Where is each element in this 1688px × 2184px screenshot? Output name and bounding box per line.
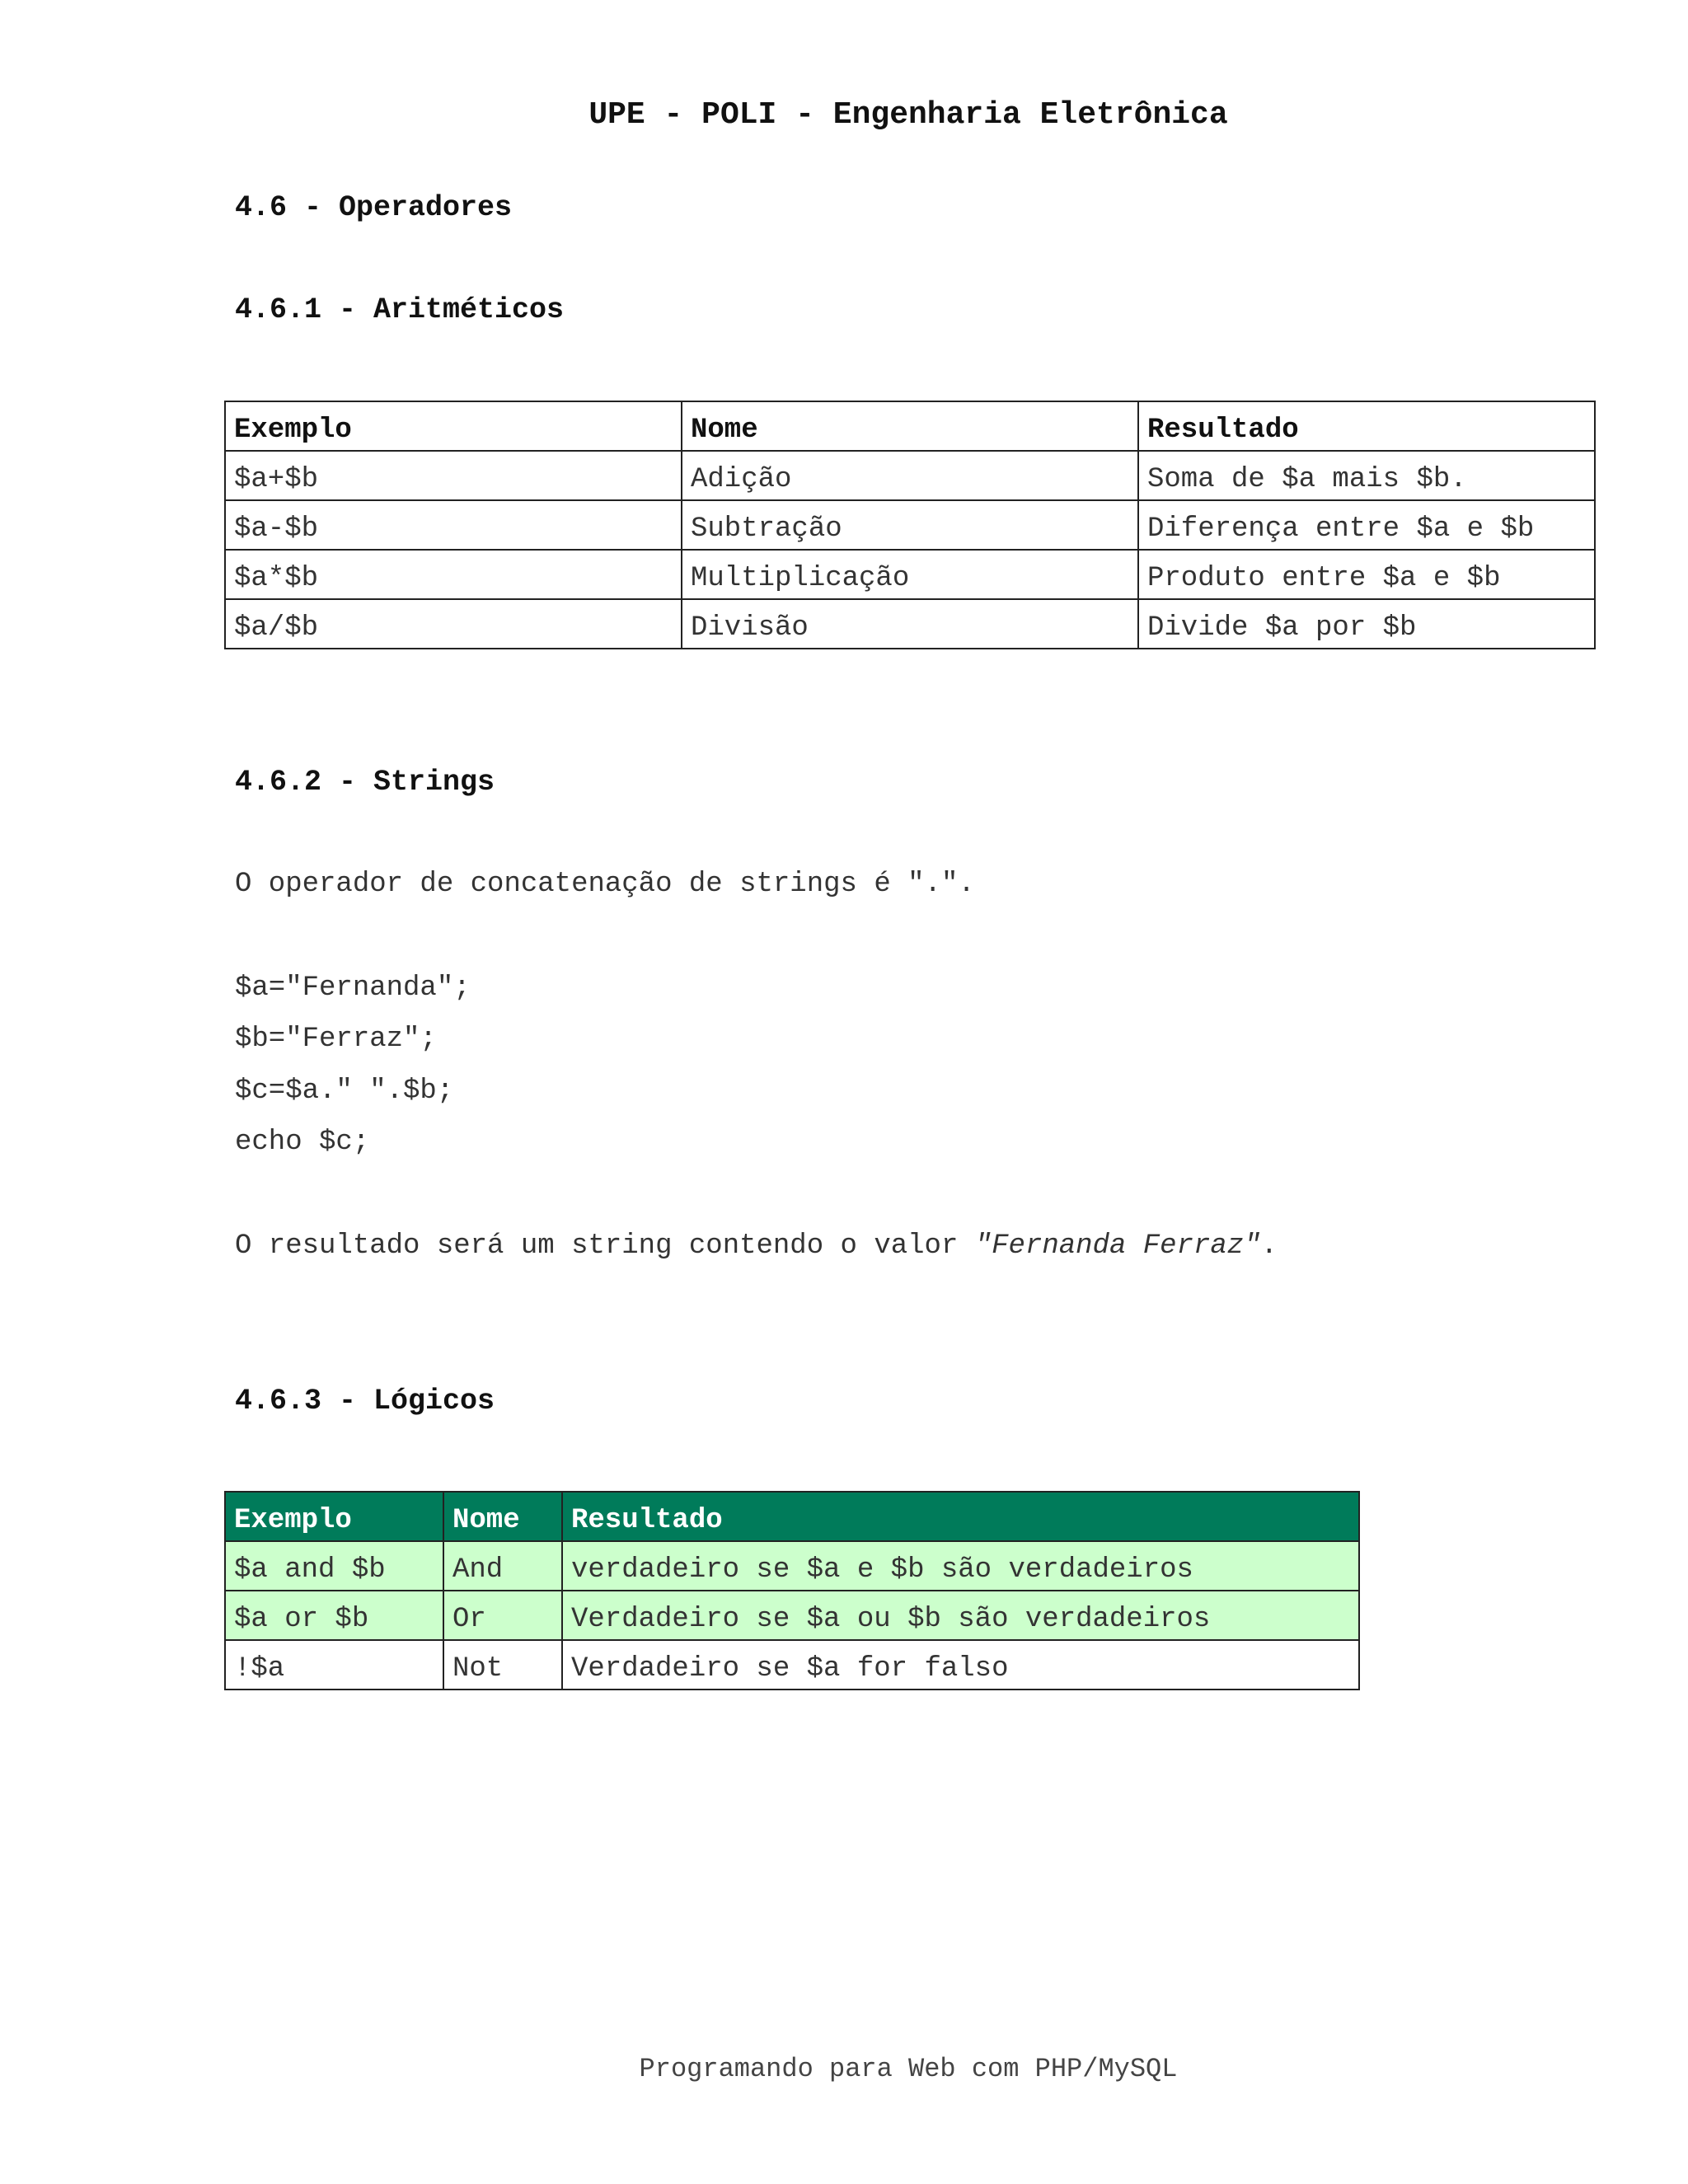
table-cell: $a*$b	[225, 550, 682, 599]
column-header-example: Exemplo	[225, 1492, 443, 1541]
table-cell: Or	[443, 1591, 562, 1640]
table-cell: And	[443, 1541, 562, 1591]
section-heading-logical: 4.6.3 - Lógicos	[235, 1385, 495, 1418]
logical-operators-table	[224, 1491, 1360, 1690]
table-cell: Divisão	[682, 599, 1138, 649]
table-cell: $a and $b	[225, 1541, 443, 1591]
result-prefix: O resultado será um string contendo o valor	[235, 1230, 975, 1262]
result-suffix: .	[1260, 1230, 1278, 1262]
page-footer: Programando para Web com PHP/MySQL	[639, 2054, 1178, 2084]
table-cell: $a/$b	[225, 599, 682, 649]
strings-result-text	[235, 1230, 1278, 1262]
column-header-example: Exemplo	[225, 401, 682, 451]
arithmetic-operators-table	[224, 401, 1596, 649]
table-row	[225, 451, 1595, 500]
section-heading-operators: 4.6 - Operadores	[235, 191, 513, 224]
column-header-name: Nome	[682, 401, 1138, 451]
table-cell: Verdadeiro se $a ou $b são verdadeiros	[562, 1591, 1359, 1640]
table-row	[225, 1541, 1359, 1591]
column-header-name: Nome	[443, 1492, 562, 1541]
column-header-result: Resultado	[1138, 401, 1595, 451]
table-cell: verdadeiro se $a e $b são verdadeiros	[562, 1541, 1359, 1591]
table-cell: $a or $b	[225, 1591, 443, 1640]
table-cell: !$a	[225, 1640, 443, 1690]
table-row	[225, 1640, 1359, 1690]
column-header-result: Resultado	[562, 1492, 1359, 1541]
table-cell: $a+$b	[225, 451, 682, 500]
code-line: $a="Fernanda";	[235, 972, 471, 1004]
table-cell: Multiplicação	[682, 550, 1138, 599]
section-heading-strings: 4.6.2 - Strings	[235, 766, 495, 799]
strings-intro-text: O operador de concatenação de strings é ".".	[235, 869, 975, 900]
table-cell: Produto entre $a e $b	[1138, 550, 1595, 599]
table-cell: Not	[443, 1640, 562, 1690]
table-cell: Subtração	[682, 500, 1138, 550]
code-line: $c=$a." ".$b;	[235, 1076, 454, 1107]
table-cell: Soma de $a mais $b.	[1138, 451, 1595, 500]
table-cell: Divide $a por $b	[1138, 599, 1595, 649]
section-heading-arithmetic: 4.6.1 - Aritméticos	[235, 293, 565, 326]
table-header-row	[225, 1492, 1359, 1541]
table-header-row	[225, 401, 1595, 451]
table-cell: $a-$b	[225, 500, 682, 550]
table-cell: Adição	[682, 451, 1138, 500]
table-row	[225, 500, 1595, 550]
table-row	[225, 1591, 1359, 1640]
result-value: "Fernanda Ferraz"	[974, 1230, 1261, 1262]
code-line: $b="Ferraz";	[235, 1024, 437, 1055]
table-cell: Verdadeiro se $a for falso	[562, 1640, 1359, 1690]
code-line: echo $c;	[235, 1127, 370, 1158]
table-cell: Diferença entre $a e $b	[1138, 500, 1595, 550]
table-row	[225, 550, 1595, 599]
table-row	[225, 599, 1595, 649]
page-header-title: UPE - POLI - Engenharia Eletrônica	[588, 97, 1228, 133]
